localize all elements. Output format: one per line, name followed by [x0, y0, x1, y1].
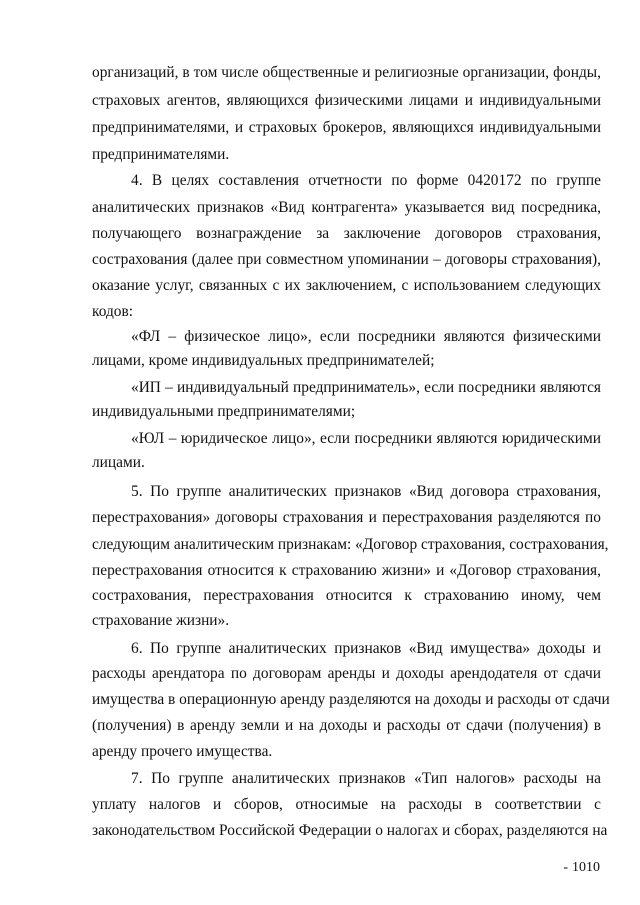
text-line: индивидуальными предпринимателями;: [92, 403, 356, 420]
text-line: предпринимателями.: [92, 146, 230, 163]
text-line: получающего вознаграждение за заключение договоров страхования,: [92, 225, 601, 242]
text-line: перестрахования» договоры страхования и перестрахования разделяются по: [92, 509, 601, 526]
text-line: лицами.: [92, 454, 145, 471]
text-line: (получения) в аренду земли и на доходы и расходы от сдачи (получения) в: [92, 717, 601, 734]
text-line: аренду прочего имущества.: [92, 743, 273, 760]
text-line: страховых агентов, являющихся физическими лицами и индивидуальными: [92, 92, 601, 109]
text-line: 6. По группе аналитических признаков «Вид имущества» доходы и: [131, 640, 601, 657]
text-line: расходы арендатора по договорам аренды и доходы арендодателя от сдачи: [92, 665, 601, 682]
text-line: «ИП – индивидуальный предприниматель», если посредники являются: [131, 379, 601, 396]
text-line: имущества в операционную аренду разделяются на доходы и расходы от сдачи: [92, 691, 610, 708]
text-line: предпринимателями, и страховых брокеров, являющихся индивидуальными: [92, 119, 601, 136]
text-line: организаций, в том числе общественные и религиозные организации, фонды,: [92, 64, 601, 81]
text-line: уплату налогов и сборов, относимые на расходы в соответствии с: [92, 796, 601, 813]
text-line: 4. В целях составления отчетности по форме 0420172 по группе: [131, 172, 601, 189]
text-line: сострахования (далее при совместном упоминании – договоры страхования),: [92, 251, 601, 268]
text-line: «ФЛ – физическое лицо», если посредники являются физическими: [131, 328, 601, 345]
text-line: «ЮЛ – юридическое лицо», если посредники являются юридическими: [131, 430, 601, 447]
text-line: оказание услуг, связанных с их заключением, с использованием следующих: [92, 277, 601, 294]
text-line: следующим аналитическим признакам: «Договор страхования, сострахования,: [92, 536, 609, 553]
page-number-value: 1010: [572, 860, 600, 875]
text-line: аналитических признаков «Вид контрагента» указывается вид посредника,: [92, 199, 601, 216]
text-line: сострахования, перестрахования относится к страхованию иному, чем: [92, 587, 601, 604]
text-line: 5. По группе аналитических признаков «Вид договора страхования,: [131, 483, 601, 500]
page-number: [563, 859, 600, 877]
text-line: лицами, кроме индивидуальных предпринимателей;: [92, 352, 435, 369]
page-number-prefix: -: [563, 860, 568, 875]
text-line: страхование жизни».: [92, 612, 230, 629]
text-line: законодательством Российской Федерации о налогах и сборах, разделяются на: [92, 822, 608, 839]
text-line: перестрахования относится к страхованию жизни» и «Договор страхования,: [92, 562, 601, 579]
text-line: кодов:: [92, 303, 134, 320]
text-line: 7. По группе аналитических признаков «Тип налогов» расходы на: [131, 770, 601, 787]
